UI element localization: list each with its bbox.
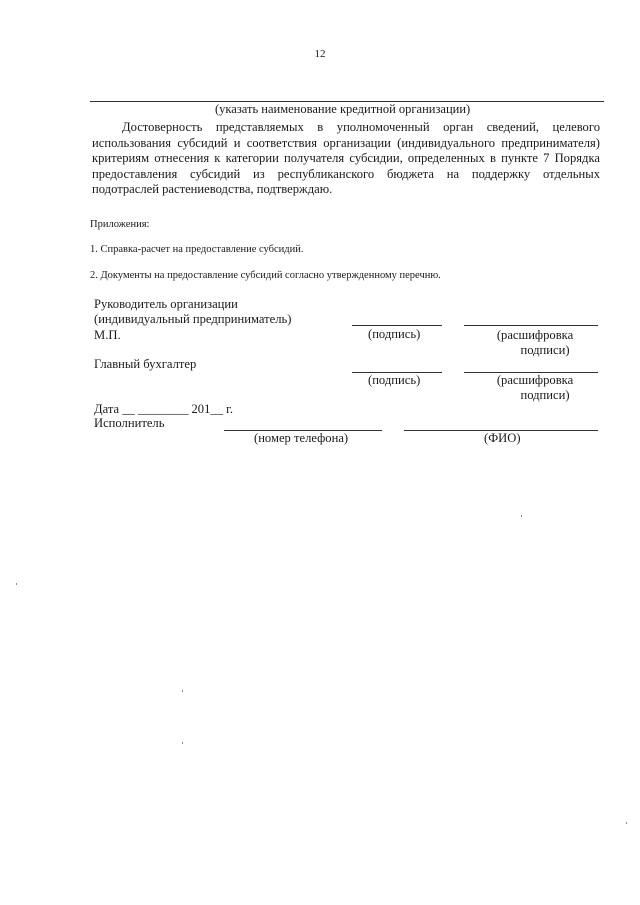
scan-speck — [521, 515, 522, 517]
scan-speck — [16, 583, 17, 585]
scan-speck — [182, 690, 183, 692]
stamp-label: М.П. — [94, 328, 121, 342]
head-decode-caption-2: подписи) — [520, 343, 570, 357]
attachment-item-2: 2. Документы на предоставление субсидий согласно утвержденному перечню. — [90, 270, 441, 281]
chief-accountant-label: Главный бухгалтер — [94, 357, 197, 371]
scan-speck — [626, 822, 627, 824]
confirmation-paragraph — [92, 120, 600, 198]
head-decode-line — [464, 325, 598, 326]
date-field: Дата __ ________ 201__ г. — [94, 402, 234, 416]
attachment-item-1: 1. Справка-расчет на предоставление субсидий. — [90, 244, 304, 255]
head-of-organization-label: Руководитель организации — [94, 297, 238, 311]
confirmation-text: Достоверность представляемых в уполномоченный орган сведений, целевого использования субсидий и соответствия организации (индивидуального предпринимателя) критериям отнесения к категории получателя субсидии, определенных в пункте 7 Порядка предоставления субсидий из республиканского бюджета на поддержку отдельных подотраслей растениеводства, подтверждаю. — [92, 120, 600, 197]
attachments-heading: Приложения: — [90, 219, 150, 230]
entrepreneur-label: (индивидуальный предприниматель) — [94, 312, 292, 326]
accountant-signature-caption: (подпись) — [368, 373, 421, 387]
head-decode-caption-1: (расшифровка — [496, 328, 574, 342]
accountant-decode-caption-1: (расшифровка — [496, 373, 574, 387]
scan-speck — [182, 742, 183, 744]
phone-caption: (номер телефона) — [254, 431, 349, 445]
page-number: 12 — [314, 48, 326, 60]
executor-label: Исполнитель — [94, 416, 165, 430]
fio-caption: (ФИО) — [484, 431, 521, 445]
accountant-decode-caption-2: подписи) — [520, 388, 570, 402]
head-signature-line — [352, 325, 442, 326]
head-signature-caption: (подпись) — [368, 327, 421, 341]
bank-name-caption: (указать наименование кредитной организации) — [215, 102, 471, 116]
